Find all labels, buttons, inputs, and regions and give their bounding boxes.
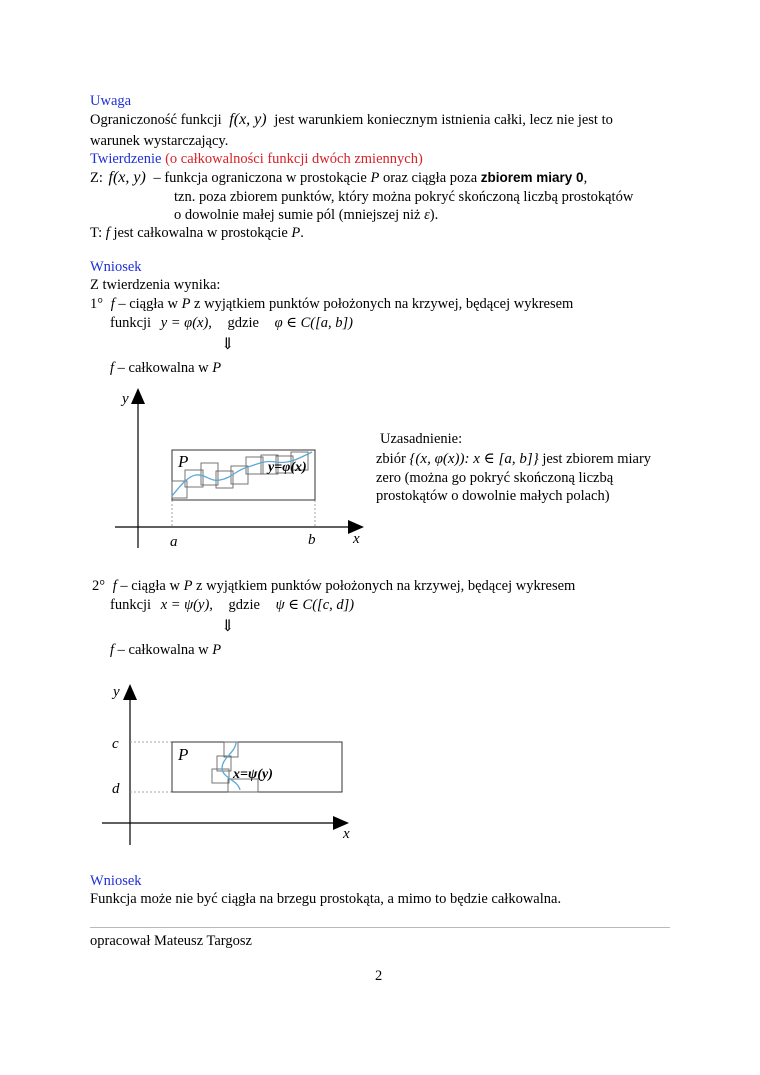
assumption-line-2: tzn. poza zbiorem punktów, który można pokryć skończoną liczbą prostokątów — [174, 189, 634, 205]
remark-text-continued: jest warunkiem koniecznym istnienia całki, lecz nie jest to — [274, 112, 613, 128]
corollary-2-heading: Wniosek — [90, 873, 142, 889]
assumption-line-3-text: o dowolnie małej sumie pól (mniejszej niż — [174, 207, 421, 223]
figure-2-y-label: y — [113, 684, 120, 700]
case-2-equation: x = ψ(y), — [160, 597, 213, 613]
figure-1-rect-label: P — [178, 452, 189, 471]
epsilon: ε — [424, 207, 430, 223]
thesis-text: jest całkowalna w prostokącie — [113, 225, 288, 241]
justification-title: Uzasadnienie: — [380, 431, 463, 447]
case-2-text-b: z wyjątkiem punktów położonych na krzywej, będącej wykresem — [196, 578, 576, 594]
case-1-text-a: – ciągła w — [118, 296, 178, 312]
figure-1-a-label: a — [170, 534, 178, 550]
case-1-func-label: funkcji — [110, 315, 152, 331]
assumption-measure-zero: zbiorem miary 0 — [480, 170, 584, 185]
remark-heading: Uwaga — [90, 93, 132, 109]
figure-1-curve-label: y=φ(x) — [268, 460, 307, 475]
case-1-rect: P — [181, 296, 191, 312]
case-2-implies-arrow: ⇓ — [221, 618, 235, 635]
figure-2-y-arrow-icon — [123, 684, 137, 700]
assumption-label: Z: — [90, 170, 103, 186]
justification-line-3: prostokątów o dowolnie małych polach) — [376, 488, 610, 504]
case-2-function: f — [112, 578, 117, 594]
assumption-function: f(x, y) — [108, 169, 146, 186]
case-1-equation: y = φ(x), — [160, 315, 212, 331]
case-2-text-a: – ciągła w — [120, 578, 180, 594]
case-1-implies-arrow: ⇓ — [221, 336, 235, 353]
case-1-number: 1° — [90, 296, 104, 312]
case-1-condition: φ ∈ C([a, b]) — [274, 315, 353, 331]
case-2-conclusion-rect: P — [212, 642, 222, 658]
case-1-where: gdzie — [227, 315, 259, 331]
figure-2-rect-label: P — [178, 745, 189, 764]
case-2-conclusion-function: f — [110, 642, 115, 658]
case-2-rect: P — [183, 578, 193, 594]
figure-2-c-label: c — [112, 736, 119, 752]
thesis-rect: P — [291, 225, 301, 241]
case-2-conclusion-text: – całkowalna w — [117, 642, 209, 658]
assumption-text-mid: oraz ciągła poza — [382, 170, 478, 186]
thesis-end: . — [300, 225, 304, 241]
case-2-number: 2° — [92, 578, 106, 594]
case-2-where: gdzie — [228, 597, 260, 613]
corollary-intro: Z twierdzenia wynika: — [90, 277, 221, 293]
theorem-subtitle: (o całkowalności funkcji dwóch zmiennych) — [165, 151, 423, 167]
case-1-function: f — [110, 296, 115, 312]
figure-2-x-label: x — [343, 826, 350, 842]
remark-function: f(x, y) — [229, 111, 267, 128]
figure-1-y-label: y — [122, 391, 129, 407]
case-2-condition: ψ ∈ C([c, d]) — [275, 597, 355, 613]
figure-2-d-label: d — [112, 781, 120, 797]
assumption-text: – funkcja ograniczona w prostokącie — [153, 170, 367, 186]
case-1-conclusion-function: f — [110, 360, 115, 376]
case-2-func-label: funkcji — [110, 597, 152, 613]
justification-set: {(x, φ(x)): x ∈ [a, b]} — [409, 451, 539, 467]
case-1-text-b: z wyjątkiem punktów położonych na krzywej, będącej wykresem — [194, 296, 574, 312]
figure-2-curve-label: x=ψ(y) — [233, 767, 273, 782]
assumption-line-3-end: ). — [429, 207, 439, 223]
corollary-heading: Wniosek — [90, 259, 142, 275]
footer-divider — [90, 927, 670, 928]
figure-1-b-label: b — [308, 532, 316, 548]
justification-line-2: zero (można go pokryć skończoną liczbą — [376, 470, 614, 486]
case-1-conclusion-text: – całkowalna w — [117, 360, 209, 376]
figure-1-x-label: x — [353, 531, 360, 547]
thesis-function: f — [105, 225, 110, 241]
justification-set-label: zbiór — [376, 451, 406, 467]
remark-line-2: warunek wystarczający. — [90, 133, 229, 149]
theorem-heading: Twierdzenie — [90, 151, 162, 167]
assumption-comma: , — [583, 170, 588, 186]
remark-text: Ograniczoność funkcji — [90, 112, 222, 128]
case-1-conclusion-rect: P — [212, 360, 222, 376]
page-number: 2 — [375, 968, 383, 984]
assumption-rect: P — [370, 170, 380, 186]
thesis-label: T: — [90, 225, 103, 241]
justification-line-1-end: jest zbiorem miary — [542, 451, 652, 467]
footer-author: opracował Mateusz Targosz — [90, 933, 252, 949]
corollary-2-text: Funkcja może nie być ciągła na brzegu prostokąta, a mimo to będzie całkowalna. — [90, 891, 562, 907]
